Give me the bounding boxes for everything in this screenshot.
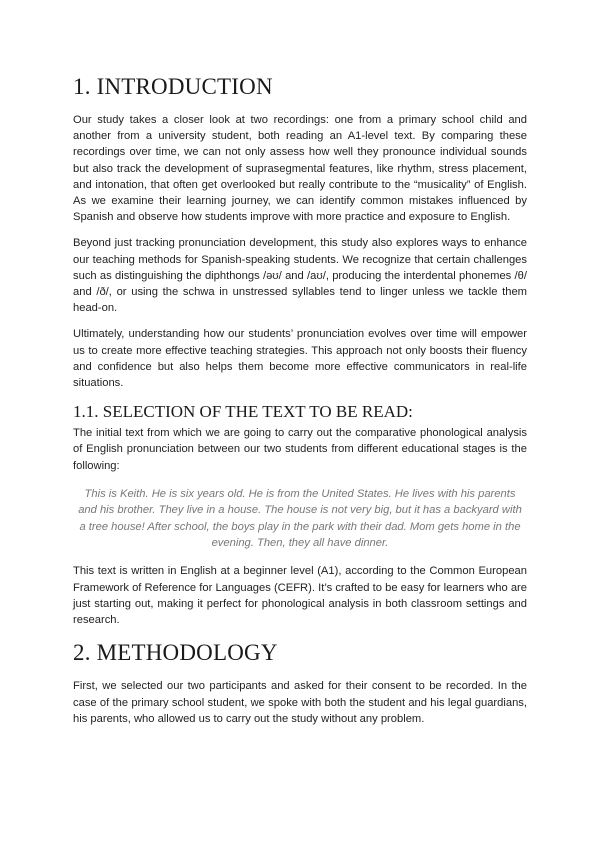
intro-paragraph-2: Beyond just tracking pronunciation development, this study also explores ways to enhance our teaching methods for Spanish-speaking students. We recognize that certain challenges such as distinguishing the diphthongs /əʊ/ and /aʊ/, producing the interdental phonemes /θ/ and /ð/, or using the schwa in unstressed syllables tend to linger unless we tackle them head-on. — [73, 237, 527, 315]
intro-paragraph-1: Our study takes a closer look at two recordings: one from a primary school child and another from a university student, both reading an A1-level text. By comparing these recordings over time, we can not only assess how well they pronounce individual sounds but also track the development of suprasegmental features, like rhythm, stress placement, and intonation, that often get overlooked but really contribute to the “musicality” of English. As we examine their learning journey, we can identify common mistakes influenced by Spanish and observe how students improve with more practice and exposure to English. — [73, 114, 527, 224]
section-heading-introduction: 1. INTRODUCTION — [73, 74, 273, 99]
subsection-heading-text-selection: 1.1. SELECTION OF THE TEXT TO BE READ: — [73, 402, 413, 422]
selection-after-paragraph: This text is written in English at a beginner level (A1), according to the Common European Framework of Reference for Languages (CEFR). It’s crafted to be easy for learners who are just starting out, making it perfect for phonological analysis in both classroom settings and research. — [73, 565, 527, 627]
selection-intro-paragraph: The initial text from which we are going to carry out the comparative phonological analysis of English pronunciation between our two students from different educational stages is the following: — [73, 427, 527, 472]
intro-paragraph-3: Ultimately, understanding how our students’ pronunciation evolves over time will empower us to create more effective teaching strategies. This approach not only boosts their fluency and confidence but also helps them become more effective communicators in real-life situations. — [73, 328, 527, 390]
methodology-paragraph-1: First, we selected our two participants and asked for their consent to be recorded. In the case of the primary school student, we spoke with both the student and his legal guardians, his parents, who allowed us to carry out the study without any problem. — [73, 680, 527, 725]
document-page — [73, 72, 527, 737]
section-heading-methodology: 2. METHODOLOGY — [73, 640, 278, 666]
reading-text-quote: This is Keith. He is six years old. He is from the United States. He lives with his parents and his brother. They live in a house. The house is not very big, but it has a backyard with a tree house! After school, the boys play in the park with their dad. Mom gets home in the evening. Then, they all have dinner. — [78, 487, 522, 550]
